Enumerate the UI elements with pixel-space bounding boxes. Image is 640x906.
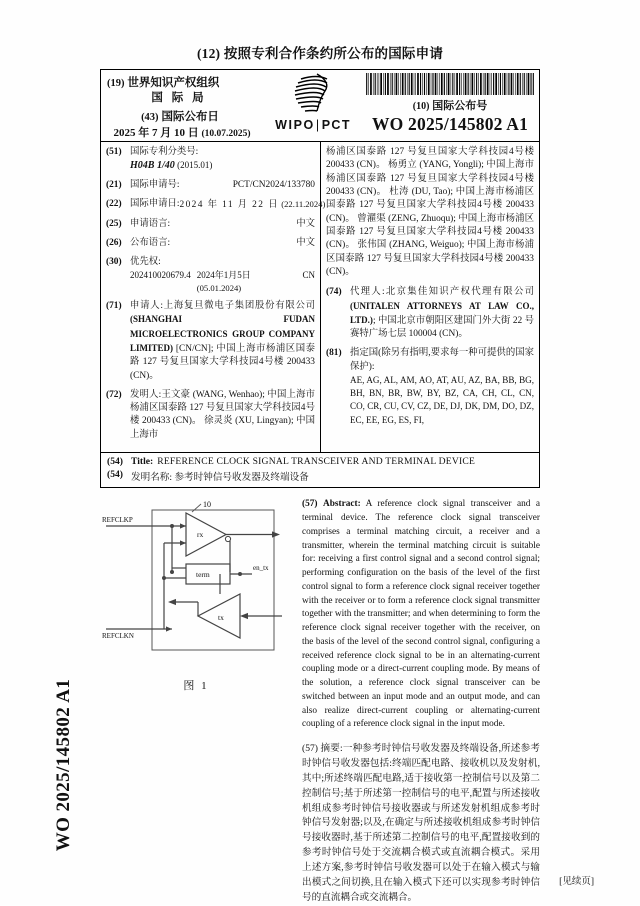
publication-number-block [361,70,539,141]
field-application-number-label: 国际申请号: [130,180,180,191]
lower-region [100,494,540,905]
field-ipc-value: H04B 1/40 [130,160,175,172]
abstract-code-en: (57) [302,499,318,510]
title-row-en [107,456,533,467]
wipo-globe-icon [287,72,339,118]
abstract-en [302,498,540,732]
field-publication-language-value: 中文 [296,237,315,248]
field-priority-number: 202410020679.4 [130,269,191,280]
continued-note: [见续页] [559,877,594,887]
field-publication-language [106,237,315,250]
field-inventors-code: (72) [106,389,122,400]
field-applicant-address: ; 中国上海市杨浦区国泰路 127 号复旦国家大学科技园4号楼 200433 (CN)。 [130,343,316,381]
title-code-zh: (54) [107,469,123,481]
field-designated-states-code: (81) [326,348,342,359]
wipo-logo-block [265,70,361,141]
organization-name: 世界知识产权组织 [127,77,220,89]
field-inventors-text: 王文豪 (WANG, Wenhao); 中国上海市杨浦区国泰路 127 号复旦国家大学科技园4号楼 200433 (CN)。 徐灵炎 (XU, Lingyan); 中国上海市 [130,389,316,440]
field-inventors [106,389,315,442]
field-ipc-code: (51) [106,147,122,157]
title-text-zh: 参考时钟信号收发器及终端设备 [174,472,309,484]
spine-publication-number-text: WO 2025/145802 A1 [53,678,74,852]
figure-label-term: term [196,570,210,580]
figure-label-refclkp: REFCLKP [102,516,133,525]
field-applicant-name-zh: 上海复旦微电子集团股份有限公司 [163,300,315,311]
publication-number-value: WO 2025/145802 A1 [371,114,529,134]
field-application-number-code: (21) [106,180,122,191]
field-ipc-version: (2015.01) [177,160,213,171]
publication-number-code: (10) [412,101,430,112]
spine-publication-number [44,640,84,890]
figure-1 [100,498,292,693]
field-application-date [106,198,326,212]
banner-text: 按照专利合作条约所公布的国际申请 [223,46,444,61]
field-application-number [106,179,315,192]
title-label-en: Title: [131,456,154,468]
publication-date-value: 2025 年 7 月 10 日 [113,127,199,139]
field-priority-date-iso: (05.01.2024) [196,282,242,293]
field-designated-states-list: AE, AG, AL, AM, AO, AT, AU, AZ, BA, BB, BG, BH, BN, BR, BW, BY, BZ, CA, CH, CL, CN, CO, CR, CU, CV, CZ, DE, DJ, DK, DM, DO, DZ, EC, EE, EG, ES, FI, [350,375,534,425]
field-inventors-label: 发明人: [130,389,162,400]
figure-caption: 图 1 [183,680,209,693]
field-priority-label: 优先权: [130,256,161,267]
field-application-date-code: (22) [106,199,122,210]
title-row-zh [107,469,533,483]
field-priority [106,256,315,295]
bibliographic-right-column [321,142,539,452]
bibliographic-data [100,141,540,453]
field-filing-language-label: 申请语言: [130,218,171,229]
field-publication-language-label: 公布语言: [130,237,171,248]
field-applicant [106,300,315,383]
field-applicant-code: (71) [106,300,122,311]
publication-date-line [107,124,261,140]
bibliographic-left-column [101,142,326,452]
wipo-wordmark-separator: | [315,118,321,132]
figure-label-en-tx: en_tx [253,564,269,573]
publication-date-code: (43) [141,112,159,123]
figure-label-refclkn: REFCLKN [102,632,134,641]
field-ipc [106,146,315,174]
field-priority-date: 2024年1月5日 [196,269,251,280]
organization-code: (19) [107,78,125,89]
banner-code: (12) [196,46,221,61]
abstract-text-zh: 一种参考时钟信号收发器及终端设备,所述参考时钟信号收发器包括:终端匹配电路、接收机以及发射机,其中;所述终端匹配电路,适于接收第一控制信号以及第二控制信号;基于所述第一控制信号的电平,配置与所述接收机组成参考时钟信号接收器或与所述发射机组成参考时钟信号发射器;以及,在确定与所述接收机组成参考时钟信号接收器时,基于所述第二控制信号的电平,配置接收到的参考时钟信号处于交流耦合模式或直流耦合模式。采用上述方案,参考时钟信号收发器可以处于在输入模式与输出模式之间切换,且在输入模式下还可以实现参考时钟信号的直流耦合或交流耦合。 [302,743,540,903]
publication-date-label: 国际公布日 [161,111,219,123]
publication-number-label: 国际公布号 [432,100,488,112]
barcode [365,73,535,95]
abstract-text-en: A reference clock signal transceiver and a terminal device. The reference clock signal transceiver comprises a terminal matching circuit, a receiver and a transmitter, wherein the terminal matching circuit is suitable for: receiving a first control signal and a second control signal; performing configuration on the basis of the level of the first control signal to form a reference clock signal receiver together with the receiver or to form a reference clock signal transmitter together with the transmitter; and when determining to form the reference clock signal receiver together with the receiver, on the basis of the level of the second control signal, configuring a received reference clock signal to be in an alternating-current coupling mode or a direct-current coupling mode. By means of the solution, a reference clock signal transceiver can be switched between an input mode and an output mode, and can also realize direct-current coupling or alternating-current coupling of a reference clock signal in the input mode. [302,499,541,730]
field-agent-name-zh: 北京集佳知识产权代理有限公司 [384,287,534,298]
field-filing-language-value: 中文 [296,218,315,229]
field-priority-country: CN [302,269,315,280]
title-text-en: REFERENCE CLOCK SIGNAL TRANSCEIVER AND TERMINAL DEVICE [157,456,476,468]
publication-number-label-line [413,97,487,113]
abstract-column [292,494,540,905]
field-ipc-label: 国际专利分类号: [130,147,199,157]
field-application-date-iso: (22.11.2024) [281,199,326,210]
wipo-wordmark-text: WIPO [275,118,315,132]
pct-wordmark-text: PCT [321,118,351,132]
field-filing-language [106,218,315,231]
field-applicant-name-en: (SHANGHAI FUDAN MICROELECTRONICS GROUP COMPANY LIMITED) [130,314,315,353]
title-code-en: (54) [107,456,123,468]
field-application-date-value: 2024 年 11 月 22 日 [179,200,279,211]
circuit-diagram [100,498,292,670]
figure-column [100,494,292,905]
field-designated-states [326,347,534,426]
organization-block [101,70,265,141]
field-agent-code: (74) [326,287,342,298]
field-agent-address: ; 中国北京市朝阳区建国门外大街 22 号赛特广场七层 100004 (CN)。 [350,316,534,340]
field-application-number-value: PCT/CN2024/133780 [232,180,315,191]
figure-reference-numeral: 10 [203,500,211,510]
title-box [100,453,540,488]
figure-label-rx: rx [197,530,204,540]
field-applicant-label: 申请人: [130,300,164,311]
abstract-zh [302,742,540,905]
abstract-label-zh: 摘要: [320,743,343,755]
publication-banner [100,42,540,69]
field-application-date-label: 国际申请日: [130,199,180,210]
field-agent-name-en: (UNITALEN ATTORNEYS AT LAW CO., LTD.) [350,300,534,326]
wipo-pct-wordmark [275,118,351,132]
figure-label-tx: tx [218,613,224,623]
field-designated-states-label: 指定国(除另有指明,要求每一种可提供的国家保护): [350,348,534,372]
organization-name-line [107,74,261,90]
field-priority-code: (30) [106,256,122,267]
document-body [100,42,540,906]
field-filing-language-code: (25) [106,218,122,229]
field-inventors-continued: 杨浦区国泰路 127 号复旦国家大学科技园4号楼 200433 (CN)。 杨勇立 (YANG, Yongli); 中国上海市杨浦区国泰路 127 号复旦国家大学科技园4号楼 200433 (CN)。 杜涛 (DU, Tao); 中国上海市杨浦区国泰路 127 号复旦国家大学科技园4号楼 200433 (CN)。 曾濯渠 (ZENG, Zhuoqu); 中国上海市杨浦区国泰路 127 号复旦国家大学科技园4号楼 200433 (CN)。 张伟国 (ZHANG, Weiguo); 中国上海市杨浦区国泰路 127 号复旦国家大学科技园4号楼 200433 (CN)。 [326,147,534,278]
publication-date-iso: (10.07.2025) [201,129,251,139]
abstract-code-zh: (57) [302,743,318,755]
field-publication-language-code: (26) [106,237,122,248]
header-box [100,69,540,141]
abstract-label-en: Abstract: [322,499,361,510]
publication-date-label-line [107,108,261,124]
field-agent [326,286,534,341]
field-applicant-nationality: [CN/CN] [175,343,211,354]
title-label-zh: 发明名称: [131,472,173,484]
international-bureau: 国 际 局 [151,92,207,104]
field-agent-label: 代理人: [350,287,385,298]
